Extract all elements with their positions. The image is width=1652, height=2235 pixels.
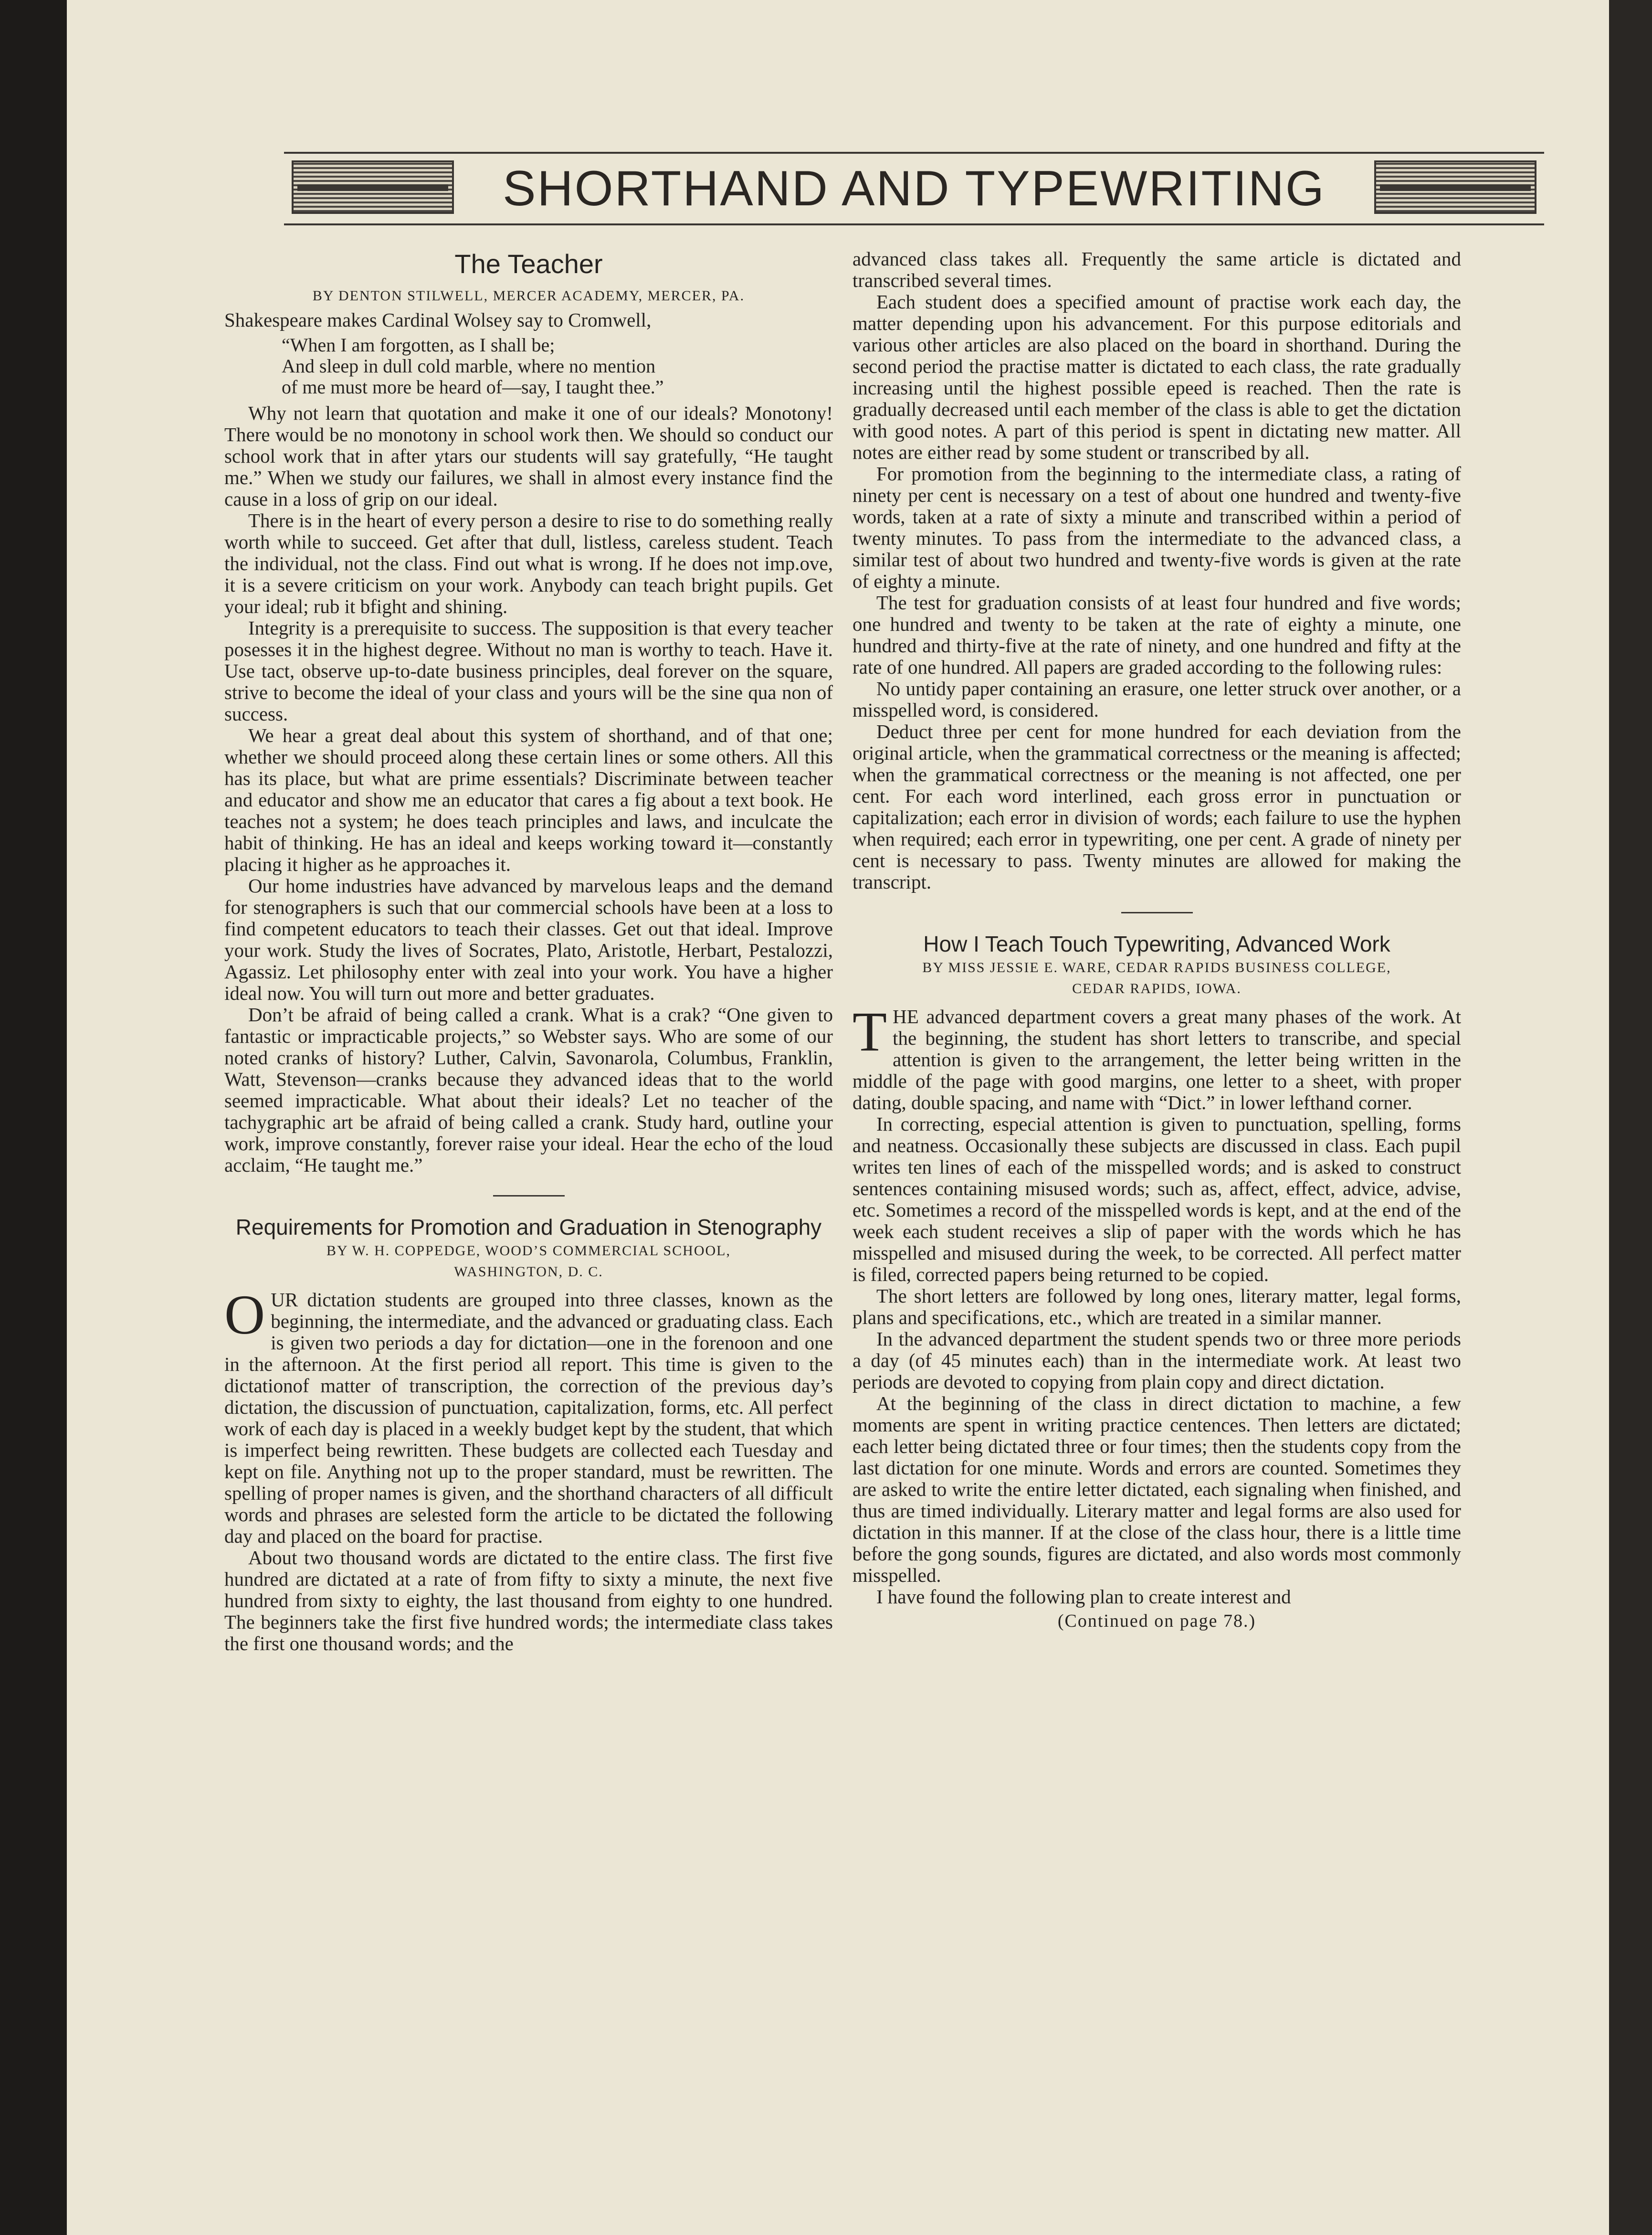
ornament-bar <box>297 184 448 191</box>
paragraph: We hear a great deal about this system of shorthand, and of that one; whether we should proceed along these certain lines or some others. All this has its place, but what are prime essentials? Discriminate between teacher and educator and show me an educator that cares a fig about a text book. He teaches not a system; he does teach principles and laws, and inculcate the habit of thinking. He has an ideal and keeps working toward it—constantly placing it higher as he approaches it. <box>224 724 833 875</box>
section-header <box>284 152 1544 225</box>
paragraph: For promotion from the beginning to the intermediate class, a rating of ninety per cent is necessary on a test of about one hundred and twenty-five words, taken at a rate of sixty a minute and transcribed within a period of twenty minutes. To pass from the intermediate to the advanced class, a similar test of about two hundred and twenty-five words is given at the rate of eighty a minute. <box>852 463 1461 592</box>
drop-cap: T <box>852 1000 887 1063</box>
article-title-typewriting: How I Teach Touch Typewriting, Advanced Work <box>923 932 1390 956</box>
article-intro: Shakespeare makes Cardinal Wolsey say to Cromwell, <box>224 309 652 331</box>
quotation-line: of me must more be heard of—say, I taught thee.” <box>282 376 664 398</box>
quotation-line: And sleep in dull cold marble, where no mention <box>282 355 656 377</box>
paragraph <box>852 1000 1461 1113</box>
article-byline-location: CEDAR RAPIDS, IOWA. <box>1072 981 1242 996</box>
paragraph: In correcting, especial attention is given to punctuation, spelling, forms and neatness. Occasionally these subjects are discussed in class. Each pupil writes ten lines of each of the misspelled words; and is asked to construct sentences containing misused words; such as, affect, effect, advice, advise, etc. Sometimes a record of the misspelled words is kept, and at the end of the week each student receives a slip of paper with the words which he has misspelled and misused during the week, to be corrected. All perfect matter is filed, corrected papers being returned to be copied. <box>852 1113 1461 1285</box>
article-byline: BY W. H. COPPEDGE, WOOD’S COMMERCIAL SCHOOL, <box>326 1243 731 1259</box>
article-byline: BY DENTON STILWELL, MERCER ACADEMY, MERCER, PA. <box>312 288 745 304</box>
paragraph: No untidy paper containing an erasure, one letter struck over another, or a misspelled word, is considered. <box>852 678 1461 721</box>
article-title-requirements: Requirements for Promotion and Graduation in Stenography <box>235 1215 822 1239</box>
paragraph: The short letters are followed by long ones, literary matter, legal forms, plans and specifications, etc., which are treated in a similar manner. <box>852 1285 1461 1328</box>
paragraph: Each student does a specified amount of practise work each day, the matter depending upon his advancement. For this purpose editorials and various other articles are also placed on the board in shorthand. During the second period the practise matter is dictated to each class, the rate gradually increasing until the highest possible epeed is reached. Then the rate is gradually decreased until each member of the class is able to get the dictation with good notes. A part of this period is spent in dictating new matter. All notes are either read by some student or transcribed by all. <box>852 291 1461 463</box>
scan-edge-right <box>1609 0 1652 2235</box>
paragraph: About two thousand words are dictated to the entire class. The first five hundred are dictated at a rate of from fifty to sixty a minute, the next five hundred from sixty to eighty, the last thousand from eighty to one hundred. The beginners take the first five hundred words; the intermediate class takes the first one thousand words; and the <box>224 1546 833 1654</box>
paragraph: Our home industries have advanced by marvelous leaps and the demand for stenographers is such that our commercial schools have been at a loss to find competent educators to teach their classes. Get out that ideal. Improve your work. Study the lives of Socrates, Plato, Aristotle, Herbart, Pestalozzi, Agassiz. Let philosophy enter with zeal into your work. You have a higher ideal now. You will turn out more and better graduates. <box>224 875 833 1004</box>
paragraph: Why not learn that quotation and make it one of our ideals? Monotony! There would be no monotony in school work then. We should so conduct our school work that in after ytars our students will say gratefully, “He taught me.” When we study our failures, we shall in almost every instance find the cause in a loss of grip on our ideal. <box>224 402 833 510</box>
article-title-teacher: The Teacher <box>454 249 603 279</box>
paragraph: Deduct three per cent for mone hundred for each deviation from the original article, when the grammatical correctness or the meaning is affected; when the grammatical correctness or the meaning is not affected, one per cent. For each word interlined, each gross error in punctuation or capitalization; each error in division of words; each failure to use the hyphen when required; each error in typewriting, one per cent. A grade of ninety per cent is necessary to pass. Twenty minutes are allowed for making the transcript. <box>852 720 1461 893</box>
article-byline: BY MISS JESSIE E. WARE, CEDAR RAPIDS BUSINESS COLLEGE, <box>922 960 1391 975</box>
page-title: SHORTHAND AND TYPEWRITING <box>503 160 1326 216</box>
paragraph-text: HE advanced department covers a great many phases of the work. At the beginning, the student has short letters to transcribe, and special attention is given to the arrangement, the letter being written in the middle of the page with good margins, one letter to a sheet, with proper dating, double spacing, and name with “Dict.” in lower lefthand corner. <box>852 1006 1461 1113</box>
header-ornament-left <box>292 160 454 214</box>
paragraph: There is in the heart of every person a desire to rise to do something really worth while to succeed. Get after that dull, listless, careless student. Teach the individual, not the class. Find out what is wrong. If he does not imp.ove, it is a severe criticism on your work. Anybody can teach bright pupils. Get your ideal; rub it bfight and shining. <box>224 509 833 617</box>
continued-note: (Continued on page 78.) <box>1057 1611 1256 1631</box>
ornament-bar <box>1380 184 1531 191</box>
quotation-line: “When I am forgotten, as I shall be; <box>282 334 555 356</box>
scan-edge-left <box>0 0 67 2235</box>
paragraph: advanced class takes all. Frequently the same article is dictated and transcribed several times. <box>852 248 1461 291</box>
column-right <box>852 248 1461 1632</box>
paragraph: The test for graduation consists of at least four hundred and five words; one hundred and twenty to be taken at the rate of eighty a minute, one hundred and thirty-five at the rate of ninety, and one hundred and fifty at the rate of one hundred. All papers are graded according to the following rules: <box>852 592 1461 678</box>
paragraph: In the advanced department the student spends two or three more periods a day (of 45 minutes each) than in the intermediate work. At least two periods are devoted to copying from plain copy and direct dictation. <box>852 1328 1461 1393</box>
column-left <box>224 248 833 1654</box>
article-byline-location: WASHINGTON, D. C. <box>454 1264 603 1280</box>
paragraph <box>224 1283 833 1547</box>
section-divider <box>1121 912 1193 913</box>
quotation <box>282 335 833 398</box>
paragraph-text: UR dictation students are grouped into three classes, known as the beginning, the intermediate, and the advanced or graduating class. Each is given two periods a day for dictation—one in the forenoon and one in the afternoon. At the first period all report. This time is given to the dictationof matter of transcription, the correction of the previous day’s dictation, the discussion of punctuation, capitalization, forms, etc. All perfect work of each day is placed in a weekly budget kept by the student, that which is imperfect being rewritten. These budgets are collected each Tuesday and kept on file. Anything not up to the proper standard, must be rewritten. The spelling of proper names is given, and the shorthand characters of all difficult words and phrases are selested form the article to be dictated the following day and placed on the board for practise. <box>224 1289 833 1547</box>
paragraph: I have found the following plan to create interest and <box>876 1586 1291 1608</box>
section-divider <box>493 1195 565 1197</box>
header-ornament-right <box>1374 160 1536 214</box>
paragraph: Don’t be afraid of being called a crank. What is a crak? “One given to fantastic or impracticable projects,” so Webster says. Who are some of our noted cranks of history? Luther, Calvin, Savonarola, Columbus, Franklin, Watt, Stevenson—cranks because they advanced ideas that to the world seemed impracticable. What about their ideals? Let no teacher of the tachygraphic art be afraid of being called a crank. Study hard, outline your work, improve constantly, forever raise your ideal. Hear the echo of the loud acclaim, “He taught me.” <box>224 1004 833 1176</box>
paragraph: At the beginning of the class in direct dictation to machine, a few moments are spent in writing practice centences. Then letters are dictated; each letter being dictated three or four times; then the students copy from the last dictation for one minute. Words and errors are counted. Sometimes they are asked to write the entire letter dictated, each signaling when finished, and thus are timed individually. Literary matter and legal forms are also used for dictation in this manner. If at the close of the class hour, there is a little time before the gong sounds, figures are dictated, and also words most commonly misspelled. <box>852 1392 1461 1586</box>
paragraph: Integrity is a prerequisite to success. The supposition is that every teacher posesses it in the highest degree. Without no man is worthy to teach. Have it. Use tact, observe up-to-date business principles, deal forever on the square, strive to become the ideal of your class and yours will be the sine qua non of success. <box>224 617 833 725</box>
drop-cap: O <box>224 1283 265 1346</box>
